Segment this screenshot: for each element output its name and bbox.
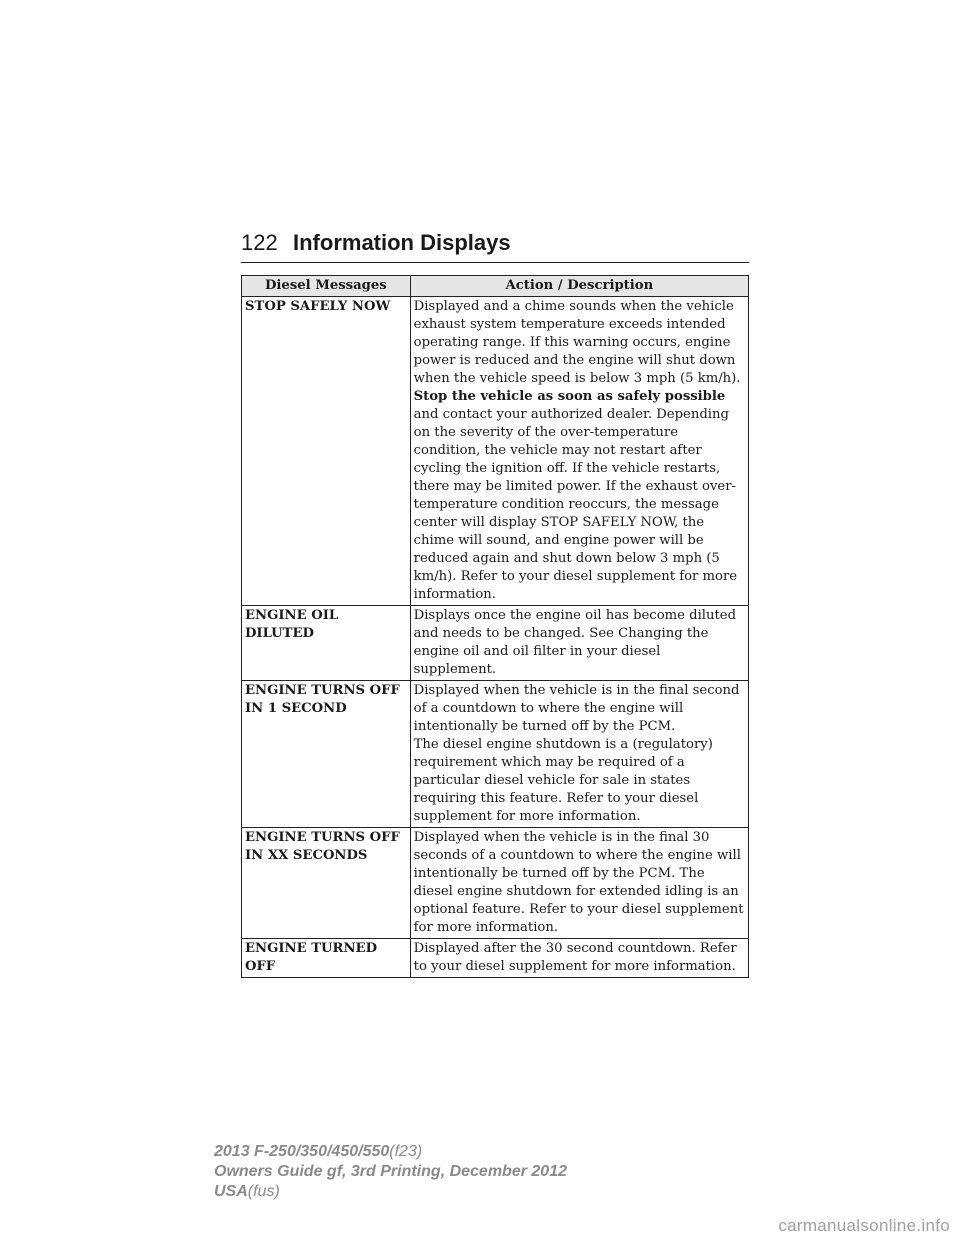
document-footer <box>214 1142 567 1202</box>
table-row <box>242 606 749 681</box>
section-title: Information Displays <box>293 230 511 255</box>
table-header-row <box>242 276 749 297</box>
description-text: and contact your authorized dealer. Depending on the severity of the over-temperature condition, the vehicle may not restart after cycling the ignition off. If the vehicle restarts, there may be limited power. If the exhaust over-temperature condition reoccurs, the message center will display STOP SAFELY NOW, the chime will sound, and engine power will be reduced again and shut down below 3 mph (5 km/h). Refer to your diesel supplement for more information. <box>413 407 738 602</box>
description-cell <box>410 681 748 828</box>
description-cell <box>410 297 748 606</box>
description-cell: Displayed when the vehicle is in the final 30 seconds of a countdown to where the engine will intentionally be turned off by the PCM. The diesel engine shutdown for extended idling is an optional feature. Refer to your diesel supplement for more information. <box>410 828 748 939</box>
watermark: carmanualsonline.info <box>778 1216 950 1235</box>
description-cell: Displays once the engine oil has become diluted and needs to be changed. See Changing the engine oil and oil filter in your diesel supplement. <box>410 606 748 681</box>
table-row <box>242 939 749 978</box>
footer-region: USA <box>214 1183 248 1200</box>
message-cell: ENGINE OIL DILUTED <box>242 606 411 681</box>
footer-line-model <box>214 1142 567 1162</box>
footer-line-printing: Owners Guide gf, 3rd Printing, December 2012 <box>214 1163 567 1180</box>
footer-model-code: (f23) <box>389 1143 423 1160</box>
description-text: Displayed when the vehicle is in the final second of a countdown to where the engine will intentionally be turned off by the PCM. <box>413 683 740 734</box>
table-row <box>242 828 749 939</box>
page-header <box>241 228 749 263</box>
message-cell: ENGINE TURNED OFF <box>242 939 411 978</box>
footer-model: 2013 F-250/350/450/550 <box>214 1143 390 1160</box>
footer-region-code: (fus) <box>247 1183 280 1200</box>
description-cell: Displayed after the 30 second countdown. Refer to your diesel supplement for more information. <box>410 939 748 978</box>
message-cell: ENGINE TURNS OFF IN XX SECONDS <box>242 828 411 939</box>
message-cell: STOP SAFELY NOW <box>242 297 411 606</box>
footer-line-region <box>214 1182 567 1202</box>
description-emphasis: Stop the vehicle as soon as safely possible <box>413 389 726 404</box>
table-row <box>242 681 749 828</box>
description-text: The diesel engine shutdown is a (regulatory) requirement which may be required of a particular diesel vehicle for sale in states requiring this feature. Refer to your diesel supplement for more information. <box>413 737 713 824</box>
page-number: 122 <box>241 230 278 255</box>
column-header-description: Action / Description <box>410 276 748 297</box>
message-cell: ENGINE TURNS OFF IN 1 SECOND <box>242 681 411 828</box>
column-header-messages: Diesel Messages <box>242 276 411 297</box>
diesel-messages-table <box>241 275 749 978</box>
description-text: Displayed and a chime sounds when the vehicle exhaust system temperature exceeds intended operating range. If this warning occurs, engine power is reduced and the engine will shut down when the vehicle speed is below 3 mph (5 km/h). <box>413 299 741 386</box>
table-row <box>242 297 749 606</box>
